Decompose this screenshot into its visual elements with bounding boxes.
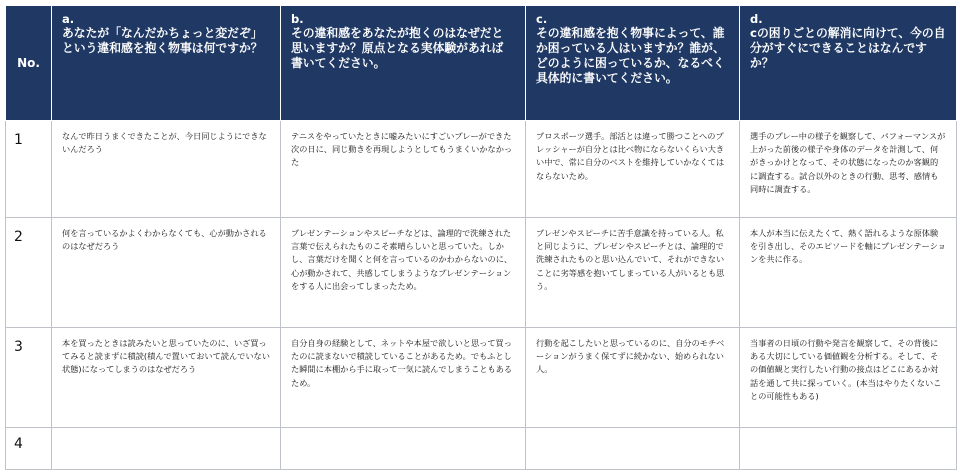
cell-a: 何を言っているかよくわからなくても、心が動かされるのはなぜだろう xyxy=(52,218,281,328)
header-col-a-letter: a. xyxy=(62,12,75,26)
row-number: 1 xyxy=(6,121,52,218)
header-row xyxy=(6,6,957,121)
cell-b: プレゼンテーションやスピーチなどは、論理的で洗練された言葉で伝えられたものこそ素晴らしいと思っていた。しかし、言葉だけを聞くと何を言っているのかわからないのに、心が動かされて、共感してしまうようなプレゼンテーションをする人に出会ってしまったため。 xyxy=(281,218,526,328)
cell-d: 当事者の日頃の行動や発言を観察して、その背後にある大切にしている価値観を分析する。そして、その価値観と実行したい行動の接点はどこにあるか対話を通して共に探っていく。(本当はやりたくないことの可能性もある) xyxy=(740,328,957,428)
cell-b[interactable] xyxy=(281,428,526,470)
cell-c: プロスポーツ選手。部活とは違って勝つことへのプレッシャーが自分とは比べ物にならないくらい大きい中で、常に自分のベストを維持していかなくてはならないため。 xyxy=(526,121,740,218)
header-col-a-text: あなたが「なんだかちょっと変だぞ」という違和感を抱く物事は何ですか？ xyxy=(62,26,263,55)
header-col-b-letter: b. xyxy=(291,12,304,26)
cell-a: なんで昨日うまくできたことが、今日同じようにできないんだろう xyxy=(52,121,281,218)
cell-a: 本を買ったときは読みたいと思っていたのに、いざ買ってみると読まずに積読(積んで置いておいて読んでいない状態)になってしまうのはなぜだろう xyxy=(52,328,281,428)
cell-d: 選手のプレー中の様子を観察して、パフォーマンスが上がった前後の様子や身体のデータを計測して、何がきっかけとなって、その状態になったのか客観的に調査する。試合以外のときの行動、思考、感情も同時に調査する。 xyxy=(740,121,957,218)
cell-c: 行動を起こしたいと思っているのに、自分のモチベーションがうまく保てずに続かない、始められない人。 xyxy=(526,328,740,428)
worksheet-table xyxy=(5,5,957,470)
row-number: 2 xyxy=(6,218,52,328)
row-number: 3 xyxy=(6,328,52,428)
header-col-a xyxy=(52,6,281,121)
header-no: No. xyxy=(6,6,52,121)
header-col-c xyxy=(526,6,740,121)
table-row xyxy=(6,328,957,428)
table-row xyxy=(6,428,957,470)
header-col-d-letter: d. xyxy=(750,12,763,26)
header-col-d xyxy=(740,6,957,121)
table-row xyxy=(6,121,957,218)
cell-c: プレゼンやスピーチに苦手意識を持っている人。私と同じように、プレゼンやスピーチとは、論理的で洗練されたものと思い込んでいて、それができないことに劣等感を抱いてしまっている人がいるとも思う。 xyxy=(526,218,740,328)
cell-c[interactable] xyxy=(526,428,740,470)
header-col-c-text: その違和感を抱く物事によって、誰か困っている人はいますか？誰が、どのように困っているか、なるべく具体的に書いてください。 xyxy=(536,26,725,85)
cell-d: 本人が本当に伝えたくて、熱く語れるような原体験を引き出し、そのエピソードを軸にプレゼンテーションを共に作る。 xyxy=(740,218,957,328)
header-col-c-letter: c. xyxy=(536,12,548,26)
header-col-b-text: その違和感をあなたが抱くのはなぜだと思いますか？原点となる実体験があれば書いてください。 xyxy=(291,26,504,70)
cell-b: 自分自身の経験として、ネットや本屋で欲しいと思って買ったのに読まないで積読していることがあるため。でもふとした瞬間に本棚から手に取って一気に読んでしまうこともあるため。 xyxy=(281,328,526,428)
cell-a[interactable] xyxy=(52,428,281,470)
row-number: 4 xyxy=(6,428,52,470)
header-col-d-text: cの困りごとの解消に向けて、今の自分がすぐにできることはなんですか？ xyxy=(750,26,946,70)
header-col-b xyxy=(281,6,526,121)
worksheet xyxy=(5,5,956,469)
cell-b: テニスをやっていたときに嘘みたいにすごいプレーができた次の日に、同じ動きを再現しようとしてもうまくいかなかった xyxy=(281,121,526,218)
cell-d[interactable] xyxy=(740,428,957,470)
table-row xyxy=(6,218,957,328)
